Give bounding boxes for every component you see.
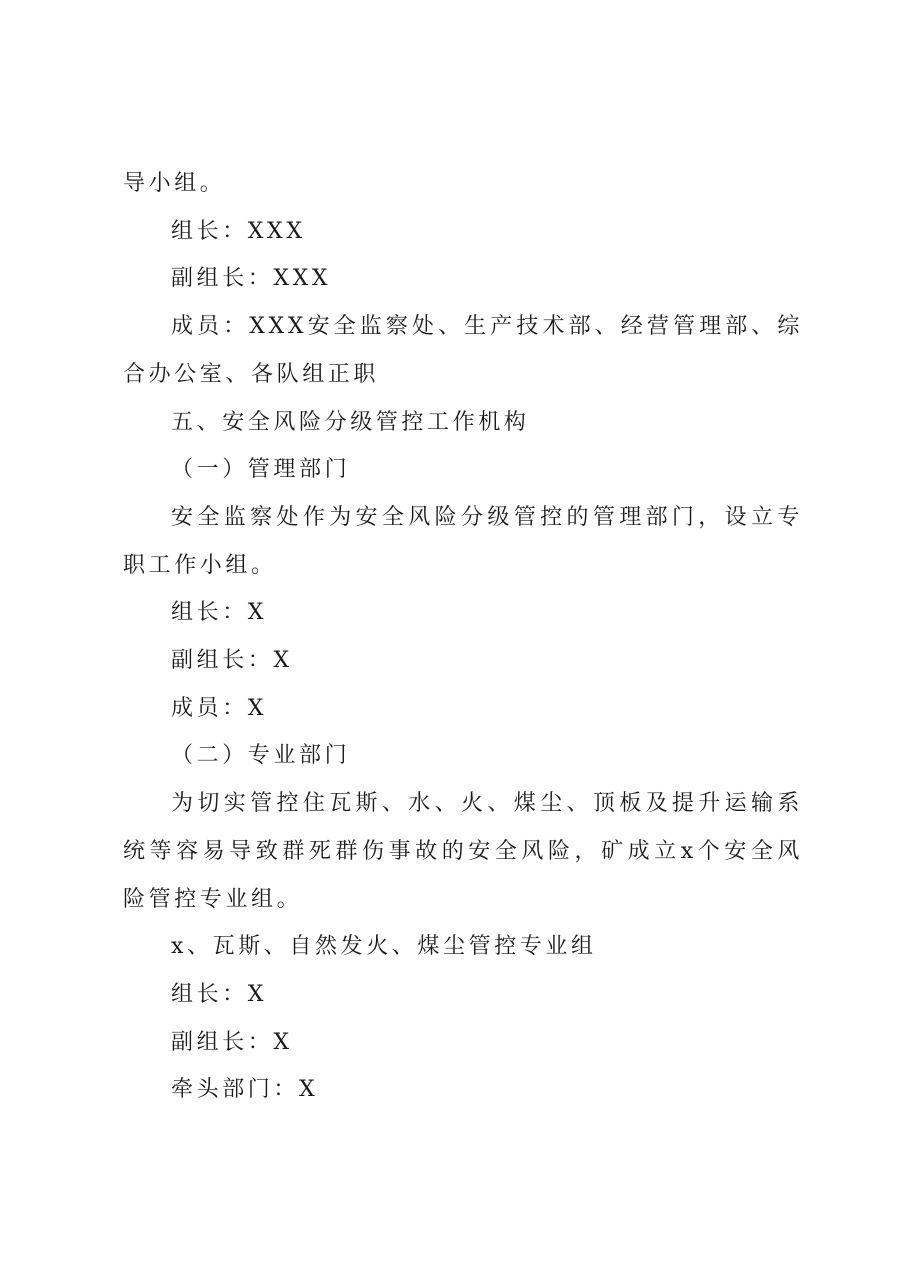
paragraph-leader-3: 组长：X — [171, 981, 268, 1007]
paragraph-lead-department: 牵头部门：X — [171, 1077, 319, 1103]
paragraph-members: 成员：XXX安全监察处、生产技术部、经营管理部、综合办公室、各队组正职 — [123, 314, 803, 387]
paragraph-group-title: x、瓦斯、自然发火、煤尘管控专业组 — [171, 934, 597, 960]
paragraph-specialized-dept: 为切实管控住瓦斯、水、火、煤尘、顶板及提升运输系统等容易导致群死群伤事故的安全风险，矿成立x个安全风险管控专业组。 — [123, 791, 803, 912]
paragraph-leader-2: 组长：X — [171, 600, 268, 626]
subsection-heading-1: （一）管理部门 — [171, 457, 351, 483]
paragraph-members-2: 成员：X — [171, 695, 268, 721]
paragraph-deputy-leader: 副组长：XXX — [171, 266, 332, 292]
paragraph-deputy-leader-2: 副组长：X — [171, 648, 293, 674]
paragraph-leading-fragment: 导小组。 — [123, 171, 226, 196]
section-heading-5: 五、安全风险分级管控工作机构 — [171, 409, 530, 435]
subsection-heading-2: （二）专业部门 — [171, 743, 351, 769]
paragraph-management-dept: 安全监察处作为安全风险分级管控的管理部门，设立专职工作小组。 — [123, 504, 803, 578]
document-body — [123, 160, 803, 1114]
paragraph-deputy-leader-3: 副组长：X — [171, 1029, 293, 1055]
paragraph-leader: 组长：XXX — [171, 218, 306, 244]
